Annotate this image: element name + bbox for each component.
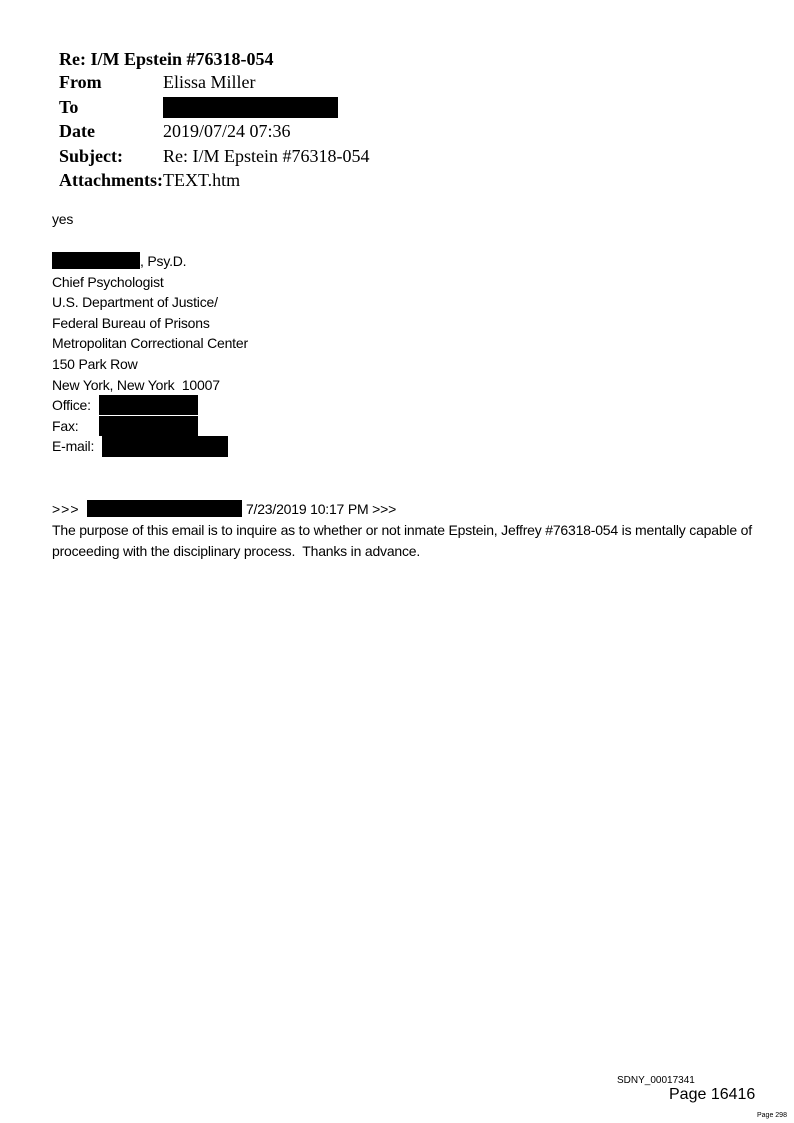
email-title: Re: I/M Epstein #76318-054 [59, 49, 274, 69]
redaction-block [99, 416, 198, 436]
date-value: 2019/07/24 07:36 [163, 121, 291, 141]
signature-name-line [52, 251, 248, 272]
date-label: Date [59, 121, 95, 141]
signature-bureau: Federal Bureau of Prisons [52, 314, 210, 331]
quoted-timestamp: 7/23/2019 10:17 PM >>> [245, 501, 397, 517]
redaction-block [102, 436, 228, 457]
from-value: Elissa Miller [163, 72, 256, 92]
subject-label: Subject: [59, 146, 123, 166]
attachments-value: TEXT.htm [163, 170, 241, 190]
small-page-number: Page 298 [757, 1112, 787, 1119]
credential-suffix: , Psy.D. [140, 253, 187, 269]
quoted-prefix: >>> [52, 501, 80, 517]
quoted-body: The purpose of this email is to inquire as to whether or not inmate Epstein, Jeffrey #76318-054 is mentally capable of proceeding with the disciplinary process. Thanks in advance. [52, 522, 756, 559]
office-label: Office: [52, 397, 91, 414]
to-label: To [59, 97, 79, 117]
redaction-block [52, 252, 140, 269]
email-label: E-mail: [52, 438, 95, 455]
signature-street: 150 Park Row [52, 355, 138, 372]
email-line [52, 436, 248, 457]
page-number: Page 16416 [669, 1086, 756, 1103]
redaction-block [99, 395, 198, 415]
attachments-label: Attachments: [59, 170, 163, 190]
fax-label: Fax: [52, 417, 79, 434]
to-row [59, 95, 419, 119]
reply-text: yes [52, 211, 74, 227]
from-label: From [59, 72, 102, 92]
attachments-row [59, 168, 419, 192]
signature-city: New York, New York 10007 [52, 376, 220, 393]
signature-department: U.S. Department of Justice/ [52, 294, 218, 311]
subject-row [59, 144, 419, 168]
redaction-block [87, 500, 242, 517]
signature-facility: Metropolitan Correctional Center [52, 335, 248, 352]
signature-title: Chief Psychologist [52, 273, 164, 290]
date-row [59, 119, 419, 143]
office-line [52, 395, 248, 416]
bates-number: SDNY_00017341 [617, 1075, 695, 1086]
quoted-header [52, 499, 752, 520]
redaction-block [163, 97, 338, 118]
signature-block [52, 251, 248, 457]
fax-line [52, 416, 248, 437]
from-row [59, 70, 419, 94]
subject-value: Re: I/M Epstein #76318-054 [163, 146, 370, 166]
quoted-message [52, 499, 756, 562]
